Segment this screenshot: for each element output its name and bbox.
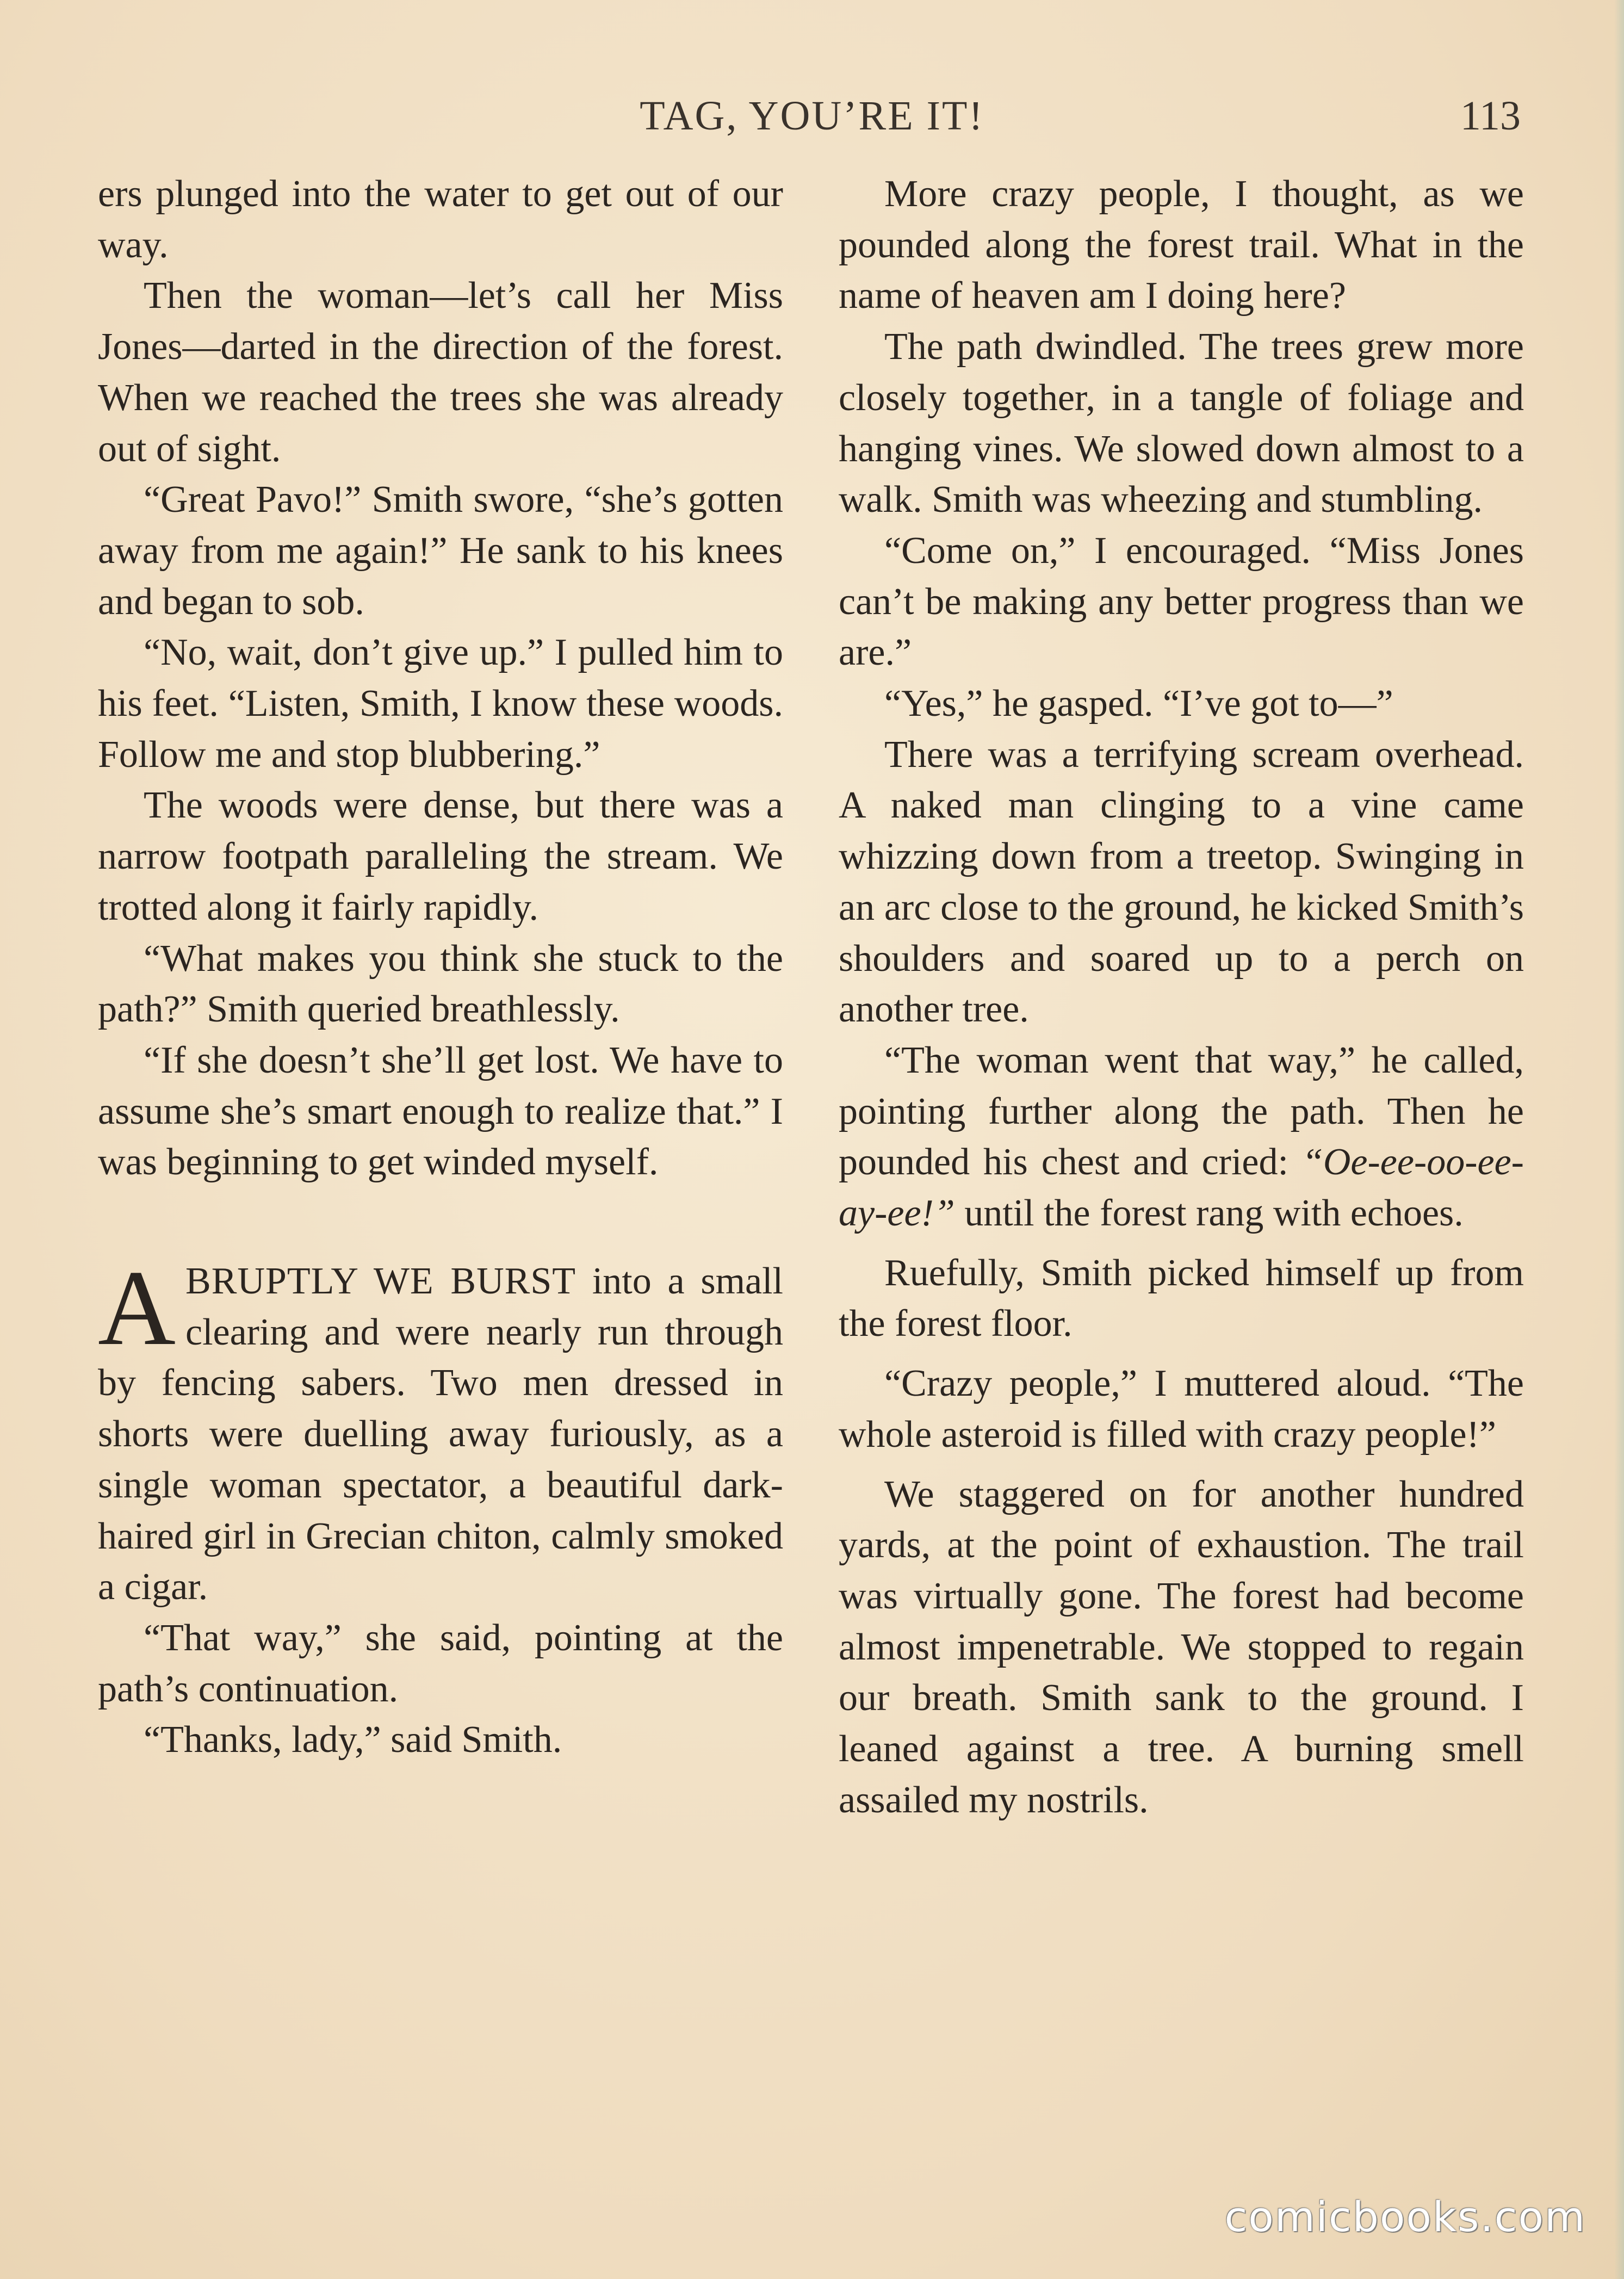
paragraph: “Thanks, lady,” said Smith. xyxy=(144,1719,562,1761)
paragraph: We staggered on for another hundred yards, at the point of exhaustion. The trail was virtually gone. The forest had become almost impenetrable. We stopped to regain our breath. Smith sank to the ground. I leaned against a tree. A burning smell assailed my nostrils. xyxy=(839,1473,1524,1821)
paragraph xyxy=(839,1035,1524,1239)
lead-in-caps: BRUPTLY WE BURST xyxy=(185,1260,577,1303)
paragraph: “Come on,” I encouraged. “Miss Jones can’t be making any better progress than we are.” xyxy=(839,529,1524,674)
page-header xyxy=(0,92,1624,152)
paragraph-text: “The woman went that way,” he called, pointing further along the path. Then he pounded his chest and cried: xyxy=(839,1039,1524,1184)
page-number: 113 xyxy=(1460,93,1521,139)
site-watermark: comicbooks.com xyxy=(1224,2193,1586,2241)
paragraph: “No, wait, don’t give up.” I pulled him to his feet. “Listen, Smith, I know these woods. Follow me and stop blubbering.” xyxy=(98,631,783,776)
paragraph: The path dwindled. The trees grew more closely together, in a tangle of foliage and hanging vines. We slowed down almost to a walk. Smith was wheezing and stumbling. xyxy=(839,326,1524,521)
page-edge-shade xyxy=(1614,0,1624,2279)
section-opening-paragraph xyxy=(98,1248,783,1613)
paragraph-text: until the forest rang with echoes. xyxy=(954,1192,1464,1235)
paragraph-text: into a small clearing and were nearly run through by fencing sabers. Two men dressed in shorts were duelling away furiously, as a single woman spectator, a beautiful dark-haired girl in Grecian chiton, calmly smoked a cigar. xyxy=(98,1260,783,1608)
running-title: TAG, YOU’RE IT! xyxy=(640,93,984,139)
paragraph: Ruefully, Smith picked himself up from the forest floor. xyxy=(839,1252,1524,1345)
paragraph: “Crazy people,” I muttered aloud. “The whole asteroid is filled with crazy people!” xyxy=(839,1363,1524,1456)
left-column xyxy=(98,169,783,1766)
paragraph: “What makes you think she stuck to the path?” Smith queried breathlessly. xyxy=(98,937,783,1031)
paragraph: “Great Pavo!” Smith swore, “she’s gotten away from me again!” He sank to his knees and began to sob. xyxy=(98,479,783,623)
paragraph: “Yes,” he gasped. “I’ve got to—” xyxy=(884,683,1393,725)
right-column xyxy=(839,169,1524,1826)
paragraph: More crazy people, I thought, as we pounded along the forest trail. What in the name of heaven am I doing here? xyxy=(839,173,1524,317)
paragraph: Then the woman—let’s call her Miss Jones—darted in the direction of the forest. When we reached the trees she was already out of sight. xyxy=(98,275,783,470)
paragraph: There was a terrifying scream overhead. A naked man clinging to a vine came whizzing down from a treetop. Swinging in an arc close to the ground, he kicked Smith’s shoulders and soared up to a perch on another tree. xyxy=(839,733,1524,1031)
drop-cap: A xyxy=(98,1248,176,1368)
paragraph: “If she doesn’t she’ll get lost. We have to assume she’s smart enough to realize that.” I was beginning to get winded myself. xyxy=(98,1039,783,1184)
paragraph: ers plunged into the water to get out of our way. xyxy=(98,173,783,266)
paragraph: “That way,” she said, pointing at the path’s continuation. xyxy=(98,1617,783,1710)
paragraph: The woods were dense, but there was a narrow footpath paralleling the stream. We trotted along it fairly rapidly. xyxy=(98,784,783,928)
italic-cry: “Oe-ee-oo-ee-ay-ee!” xyxy=(839,1141,1524,1235)
